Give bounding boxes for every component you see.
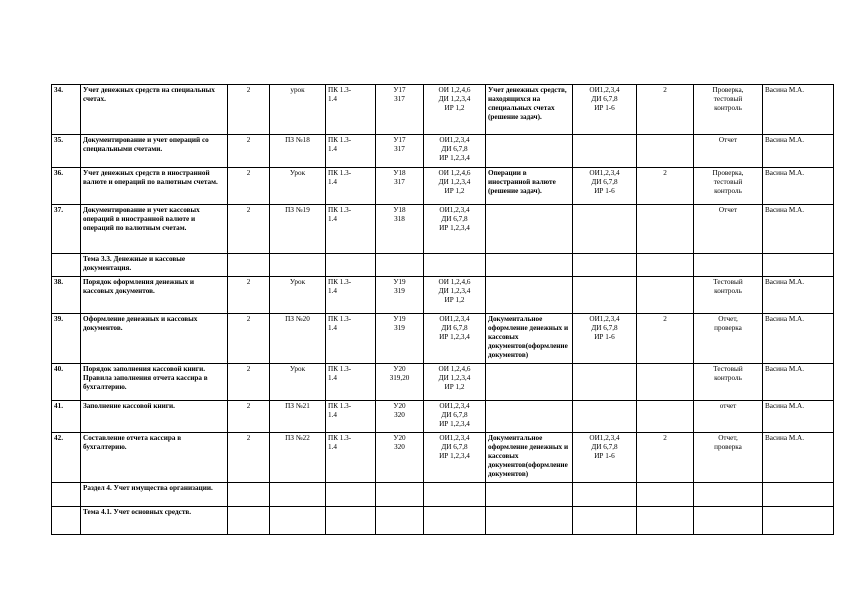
control-form-line: отчет (719, 402, 737, 410)
competency-codes-line: 1.4 (328, 443, 337, 451)
skill-knowledge-codes-line: З19 (394, 324, 405, 332)
teacher-name: Васина М.А. (763, 433, 834, 483)
teacher-name: Васина М.А. (763, 205, 834, 254)
skill-knowledge-codes-line: З20 (394, 411, 405, 419)
lesson-title: Порядок оформления денежных и кассовых документов. (81, 277, 228, 314)
skill-knowledge-codes-line: З20 (394, 443, 405, 451)
competency-codes (326, 483, 376, 507)
result-codes-line: ДИ 6,7,8 (441, 215, 468, 223)
table-row (52, 433, 834, 483)
competency-codes-line: ПК 1.3- (328, 206, 352, 214)
result-codes-line: ОИ 1,2,4,6 (438, 86, 471, 94)
table-body (52, 85, 834, 535)
result-codes-line: ДИ 6,7,8 (441, 411, 468, 419)
competency-codes-line: ПК 1.3- (328, 402, 352, 410)
lesson-number: 38. (52, 277, 81, 314)
lesson-hours: 2 (228, 401, 270, 433)
control-form-line: контроль (714, 374, 742, 382)
independent-work (486, 401, 573, 433)
skill-knowledge-codes-line: У20 (393, 434, 406, 442)
table-row (52, 314, 834, 364)
independent-result-codes-line: ИР 1-6 (594, 104, 615, 112)
lesson-number: 42. (52, 433, 81, 483)
table-row (52, 277, 834, 314)
competency-codes-line: 1.4 (328, 145, 337, 153)
lesson-number: 34. (52, 85, 81, 135)
result-codes-line: ИР 1,2,3,4 (439, 154, 470, 162)
table-row (52, 205, 834, 254)
result-codes-line: ОИ 1,2,4,6 (438, 365, 471, 373)
independent-result-codes (573, 483, 637, 507)
result-codes-line: ИР 1,2 (444, 383, 465, 391)
lesson-title: Составление отчета кассира в бухгалтерию. (81, 433, 228, 483)
lesson-hours: 2 (228, 433, 270, 483)
lesson-number: 37. (52, 205, 81, 254)
table-row (52, 135, 834, 168)
lesson-title: Порядок заполнения кассовой книги. Правила заполнения отчета кассира в бухгалтерию. (81, 364, 228, 401)
competency-codes-line: ПК 1.3- (328, 86, 352, 94)
independent-result-codes (573, 314, 637, 364)
lesson-type (270, 483, 326, 507)
control-form (694, 135, 763, 168)
result-codes (424, 507, 486, 535)
skill-knowledge-codes-line: З19 (394, 287, 405, 295)
result-codes (424, 205, 486, 254)
independent-result-codes (573, 168, 637, 205)
skill-knowledge-codes (376, 135, 424, 168)
result-codes-line: ДИ 6,7,8 (441, 324, 468, 332)
skill-knowledge-codes (376, 254, 424, 277)
result-codes (424, 168, 486, 205)
lesson-number (52, 483, 81, 507)
competency-codes-line: 1.4 (328, 411, 337, 419)
lesson-type: урок (270, 85, 326, 135)
competency-codes (326, 277, 376, 314)
result-codes-line: ДИ 6,7,8 (441, 145, 468, 153)
teacher-name: Васина М.А. (763, 314, 834, 364)
lesson-type: ПЗ №20 (270, 314, 326, 364)
independent-result-codes-line: ОИ1,2,3,4 (589, 169, 620, 177)
independent-work: Учет денежных средств, находящихся на специальных счетах (решение задач). (486, 85, 573, 135)
skill-knowledge-codes-line: У19 (393, 315, 406, 323)
result-codes-line: ИР 1,2 (444, 296, 465, 304)
independent-result-codes (573, 135, 637, 168)
independent-result-codes-line: ДИ 6,7,8 (591, 443, 618, 451)
competency-codes (326, 85, 376, 135)
skill-knowledge-codes (376, 314, 424, 364)
independent-work (486, 364, 573, 401)
lesson-number: 41. (52, 401, 81, 433)
control-form (694, 433, 763, 483)
control-form-line: Отчет, (718, 315, 738, 323)
independent-result-codes-line: ИР 1-6 (594, 333, 615, 341)
table-row (52, 254, 834, 277)
teacher-name: Васина М.А. (763, 364, 834, 401)
result-codes (424, 314, 486, 364)
competency-codes-line: ПК 1.3- (328, 434, 352, 442)
table-row (52, 364, 834, 401)
lesson-type: ПЗ №22 (270, 433, 326, 483)
lesson-title: Документирование и учет операций со специальными счетами. (81, 135, 228, 168)
independent-hours (637, 205, 694, 254)
table-row (52, 401, 834, 433)
lesson-title: Учет денежных средств на специальных счетах. (81, 85, 228, 135)
independent-hours: 2 (637, 85, 694, 135)
independent-result-codes (573, 507, 637, 535)
control-form (694, 168, 763, 205)
lesson-number: 36. (52, 168, 81, 205)
independent-result-codes-line: ОИ1,2,3,4 (589, 434, 620, 442)
result-codes (424, 433, 486, 483)
independent-result-codes (573, 277, 637, 314)
lesson-type (270, 254, 326, 277)
independent-result-codes (573, 85, 637, 135)
skill-knowledge-codes-line: З17 (394, 145, 405, 153)
independent-result-codes (573, 433, 637, 483)
teacher-name (763, 483, 834, 507)
independent-result-codes-line: ОИ1,2,3,4 (589, 86, 620, 94)
lesson-type: Урок (270, 364, 326, 401)
result-codes-line: ДИ 1,2,3,4 (438, 95, 471, 103)
independent-result-codes (573, 401, 637, 433)
result-codes-line: ОИ1,2,3,4 (439, 402, 470, 410)
lesson-hours (228, 483, 270, 507)
independent-hours (637, 254, 694, 277)
result-codes-line: ОИ1,2,3,4 (439, 315, 470, 323)
teacher-name: Васина М.А. (763, 168, 834, 205)
lesson-hours: 2 (228, 205, 270, 254)
independent-hours (637, 507, 694, 535)
skill-knowledge-codes-line: У18 (393, 206, 406, 214)
skill-knowledge-codes (376, 507, 424, 535)
result-codes-line: ДИ 1,2,3,4 (438, 178, 471, 186)
competency-codes-line: 1.4 (328, 95, 337, 103)
control-form (694, 254, 763, 277)
lesson-type: Урок (270, 277, 326, 314)
table-row (52, 85, 834, 135)
lesson-number: 35. (52, 135, 81, 168)
lesson-title: Тема 4.1. Учет основных средств. (81, 507, 228, 535)
lesson-number (52, 507, 81, 535)
control-form (694, 364, 763, 401)
independent-hours (637, 135, 694, 168)
competency-codes-line: ПК 1.3- (328, 315, 352, 323)
skill-knowledge-codes (376, 168, 424, 205)
result-codes-line: ИР 1,2 (444, 187, 465, 195)
competency-codes-line: ПК 1.3- (328, 169, 352, 177)
result-codes-line: ОИ1,2,3,4 (439, 434, 470, 442)
teacher-name: Васина М.А. (763, 277, 834, 314)
skill-knowledge-codes-line: У20 (393, 365, 406, 373)
independent-hours (637, 277, 694, 314)
table-row (52, 168, 834, 205)
skill-knowledge-codes (376, 364, 424, 401)
independent-work (486, 254, 573, 277)
lesson-title: Оформление денежных и кассовых документов. (81, 314, 228, 364)
competency-codes (326, 135, 376, 168)
control-form (694, 314, 763, 364)
skill-knowledge-codes-line: З17 (394, 95, 405, 103)
result-codes-line: ДИ 6,7,8 (441, 443, 468, 451)
teacher-name (763, 254, 834, 277)
control-form (694, 85, 763, 135)
lesson-type: ПЗ №21 (270, 401, 326, 433)
lesson-title: Документирование и учет кассовых операций в иностранной валюте и операций по валютным счетам. (81, 205, 228, 254)
lesson-title: Тема 3.3. Денежные и кассовые документация. (81, 254, 228, 277)
independent-work: Документальное оформление денежных и кассовых документов(оформление документов) (486, 314, 573, 364)
independent-result-codes (573, 254, 637, 277)
skill-knowledge-codes (376, 401, 424, 433)
control-form (694, 507, 763, 535)
competency-codes (326, 507, 376, 535)
lesson-type: ПЗ №18 (270, 135, 326, 168)
skill-knowledge-codes-line: У20 (393, 402, 406, 410)
control-form (694, 277, 763, 314)
result-codes (424, 364, 486, 401)
control-form-line: контроль (714, 287, 742, 295)
control-form (694, 401, 763, 433)
result-codes-line: ИР 1,2,3,4 (439, 452, 470, 460)
result-codes (424, 254, 486, 277)
lesson-hours: 2 (228, 314, 270, 364)
lesson-number: 39. (52, 314, 81, 364)
table-row (52, 507, 834, 535)
result-codes-line: ОИ1,2,3,4 (439, 136, 470, 144)
control-form-line: Отчет, (718, 434, 738, 442)
skill-knowledge-codes (376, 277, 424, 314)
lesson-title: Заполнение кассовой книги. (81, 401, 228, 433)
skill-knowledge-codes-line: У18 (393, 169, 406, 177)
lesson-hours (228, 507, 270, 535)
result-codes (424, 277, 486, 314)
lesson-number (52, 254, 81, 277)
skill-knowledge-codes (376, 483, 424, 507)
independent-hours (637, 364, 694, 401)
skill-knowledge-codes-line: У17 (393, 136, 406, 144)
skill-knowledge-codes-line: З19,20 (389, 374, 410, 382)
independent-work (486, 277, 573, 314)
result-codes-line: ИР 1,2,3,4 (439, 333, 470, 341)
result-codes-line: ИР 1,2,3,4 (439, 224, 470, 232)
independent-work (486, 483, 573, 507)
result-codes-line: ДИ 1,2,3,4 (438, 374, 471, 382)
skill-knowledge-codes-line: У17 (393, 86, 406, 94)
independent-result-codes-line: ОИ1,2,3,4 (589, 315, 620, 323)
independent-hours (637, 483, 694, 507)
competency-codes-line: 1.4 (328, 178, 337, 186)
control-form-line: контроль (714, 187, 742, 195)
skill-knowledge-codes (376, 85, 424, 135)
teacher-name (763, 507, 834, 535)
independent-result-codes-line: ИР 1-6 (594, 187, 615, 195)
competency-codes (326, 433, 376, 483)
competency-codes (326, 168, 376, 205)
independent-result-codes (573, 364, 637, 401)
control-form (694, 205, 763, 254)
teacher-name: Васина М.А. (763, 401, 834, 433)
lesson-number: 40. (52, 364, 81, 401)
skill-knowledge-codes (376, 205, 424, 254)
skill-knowledge-codes (376, 433, 424, 483)
control-form (694, 483, 763, 507)
lesson-type (270, 507, 326, 535)
lesson-title: Учет денежных средств в иностранной валюте и операций по валютным счетам. (81, 168, 228, 205)
result-codes (424, 135, 486, 168)
competency-codes-line: 1.4 (328, 287, 337, 295)
lesson-hours: 2 (228, 277, 270, 314)
lesson-hours: 2 (228, 135, 270, 168)
independent-work: Документальное оформление денежных и кассовых документов(оформление документов) (486, 433, 573, 483)
lesson-hours (228, 254, 270, 277)
control-form-line: Проверка, (712, 169, 744, 177)
control-form-line: Отчет (718, 206, 738, 214)
independent-hours: 2 (637, 314, 694, 364)
independent-result-codes (573, 205, 637, 254)
control-form-line: Проверка, (712, 86, 744, 94)
competency-codes-line: 1.4 (328, 215, 337, 223)
lesson-type: ПЗ №19 (270, 205, 326, 254)
independent-work (486, 135, 573, 168)
control-form-line: тестовый (713, 178, 743, 186)
lesson-hours: 2 (228, 85, 270, 135)
control-form-line: контроль (714, 104, 742, 112)
result-codes-line: ДИ 1,2,3,4 (438, 287, 471, 295)
independent-hours: 2 (637, 168, 694, 205)
competency-codes-line: 1.4 (328, 374, 337, 382)
independent-hours: 2 (637, 433, 694, 483)
independent-result-codes-line: ДИ 6,7,8 (591, 95, 618, 103)
result-codes-line: ОИ1,2,3,4 (439, 206, 470, 214)
independent-work (486, 507, 573, 535)
independent-result-codes-line: ДИ 6,7,8 (591, 324, 618, 332)
competency-codes-line: ПК 1.3- (328, 136, 352, 144)
independent-result-codes-line: ИР 1-6 (594, 452, 615, 460)
competency-codes (326, 254, 376, 277)
control-form-line: проверка (714, 443, 742, 451)
control-form-line: проверка (714, 324, 742, 332)
independent-work (486, 205, 573, 254)
control-form-line: Отчет (718, 136, 738, 144)
independent-work: Операции в иностранной валюте (решение задач). (486, 168, 573, 205)
result-codes-line: ИР 1,2,3,4 (439, 420, 470, 428)
competency-codes (326, 314, 376, 364)
competency-codes-line: ПК 1.3- (328, 365, 352, 373)
result-codes-line: ОИ 1,2,4,6 (438, 169, 471, 177)
independent-hours (637, 401, 694, 433)
teacher-name: Васина М.А. (763, 85, 834, 135)
competency-codes (326, 205, 376, 254)
thematic-plan-table (51, 84, 834, 535)
result-codes-line: ОИ 1,2,4,6 (438, 278, 471, 286)
control-form-line: Тестовый (713, 278, 743, 286)
table-row (52, 483, 834, 507)
lesson-hours: 2 (228, 168, 270, 205)
competency-codes (326, 364, 376, 401)
teacher-name: Васина М.А. (763, 135, 834, 168)
result-codes (424, 85, 486, 135)
lesson-title: Раздел 4. Учет имущества организации. (81, 483, 228, 507)
competency-codes-line: ПК 1.3- (328, 278, 352, 286)
result-codes-line: ИР 1,2 (444, 104, 465, 112)
independent-result-codes-line: ДИ 6,7,8 (591, 178, 618, 186)
control-form-line: Тестовый (713, 365, 743, 373)
result-codes (424, 401, 486, 433)
result-codes (424, 483, 486, 507)
control-form-line: тестовый (713, 95, 743, 103)
skill-knowledge-codes-line: З18 (394, 215, 405, 223)
lesson-hours: 2 (228, 364, 270, 401)
competency-codes-line: 1.4 (328, 324, 337, 332)
lesson-type: Урок (270, 168, 326, 205)
skill-knowledge-codes-line: У19 (393, 278, 406, 286)
competency-codes (326, 401, 376, 433)
skill-knowledge-codes-line: З17 (394, 178, 405, 186)
